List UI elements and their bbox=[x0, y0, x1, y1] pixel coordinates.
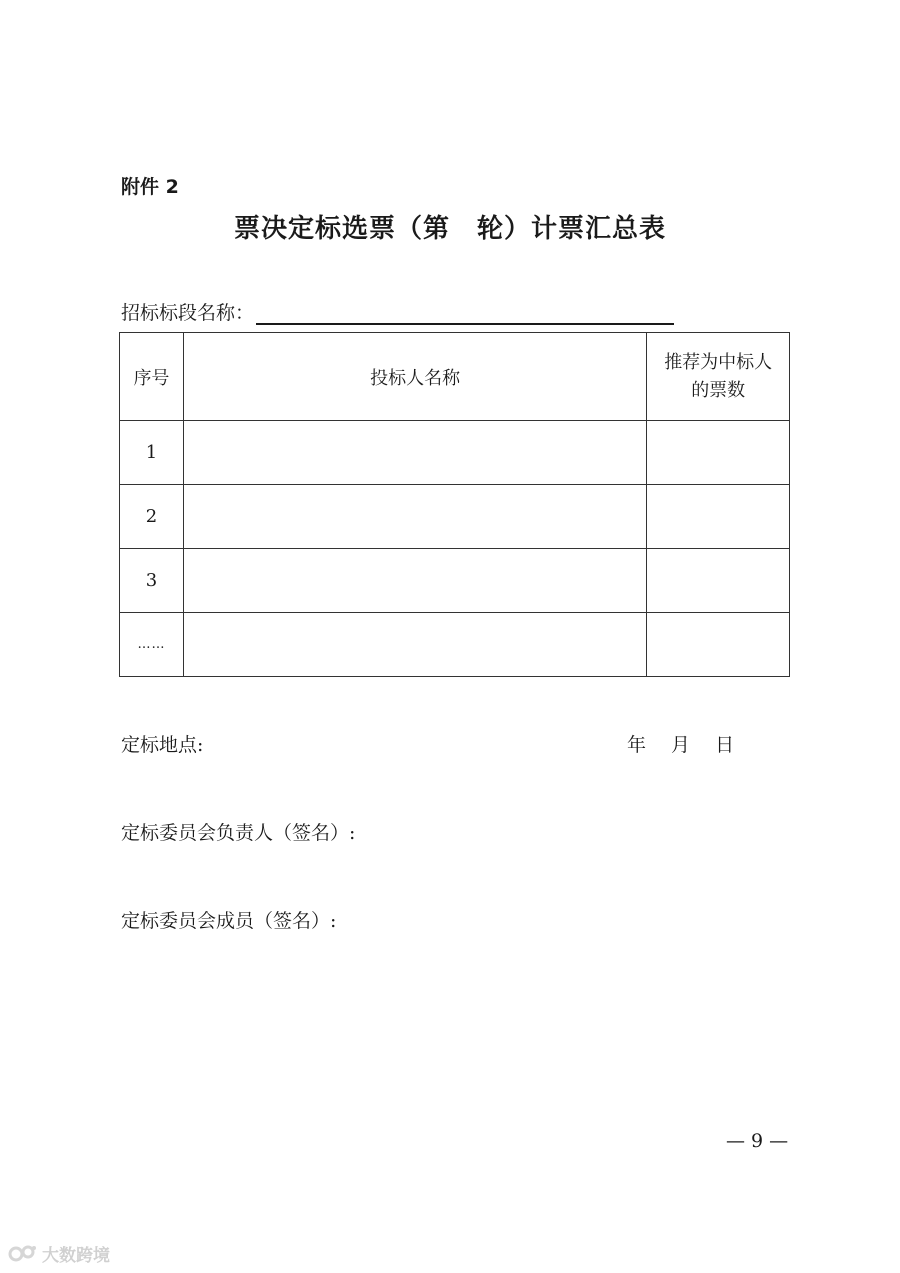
table-row bbox=[120, 613, 790, 677]
header-votes-line2: 的票数 bbox=[691, 379, 746, 401]
row-serial: 2 bbox=[120, 485, 184, 549]
vote-summary-table bbox=[119, 332, 790, 677]
row-bidder-cell bbox=[183, 549, 647, 613]
table-row bbox=[120, 549, 790, 613]
date-fields: 年 月 日 bbox=[627, 734, 735, 756]
row-bidder-cell bbox=[183, 485, 647, 549]
row-serial: 1 bbox=[120, 421, 184, 485]
section-name-row bbox=[121, 298, 674, 325]
section-name-blank bbox=[256, 301, 674, 325]
row-bidder-cell bbox=[183, 421, 647, 485]
section-name-label: 招标标段名称： bbox=[121, 302, 255, 324]
header-votes-line1: 推荐为中标人 bbox=[664, 351, 773, 373]
place-date-row bbox=[121, 730, 761, 757]
watermark-text: 大数跨境 bbox=[42, 1246, 110, 1266]
place-label: 定标地点: bbox=[121, 734, 204, 756]
row-votes-cell bbox=[647, 421, 790, 485]
watermark bbox=[8, 1241, 110, 1266]
page-number: — 9 — bbox=[726, 1130, 789, 1152]
header-bidder-name: 投标人名称 bbox=[183, 333, 647, 421]
header-votes bbox=[647, 333, 790, 421]
row-votes-cell bbox=[647, 613, 790, 677]
row-serial: 3 bbox=[120, 549, 184, 613]
row-serial-ellipsis: …… bbox=[120, 613, 184, 677]
header-serial: 序号 bbox=[120, 333, 184, 421]
table-row bbox=[120, 421, 790, 485]
leader-signature-label: 定标委员会负责人（签名）: bbox=[121, 822, 356, 844]
table-row bbox=[120, 485, 790, 549]
watermark-logo-icon bbox=[8, 1244, 38, 1264]
table-header-row bbox=[120, 333, 790, 421]
members-signature-label: 定标委员会成员（签名）: bbox=[121, 910, 337, 932]
row-votes-cell bbox=[647, 549, 790, 613]
row-bidder-cell bbox=[183, 613, 647, 677]
row-votes-cell bbox=[647, 485, 790, 549]
page-title: 票决定标选票（第 轮）计票汇总表 bbox=[233, 214, 666, 244]
attachment-label: 附件 2 bbox=[121, 176, 179, 198]
